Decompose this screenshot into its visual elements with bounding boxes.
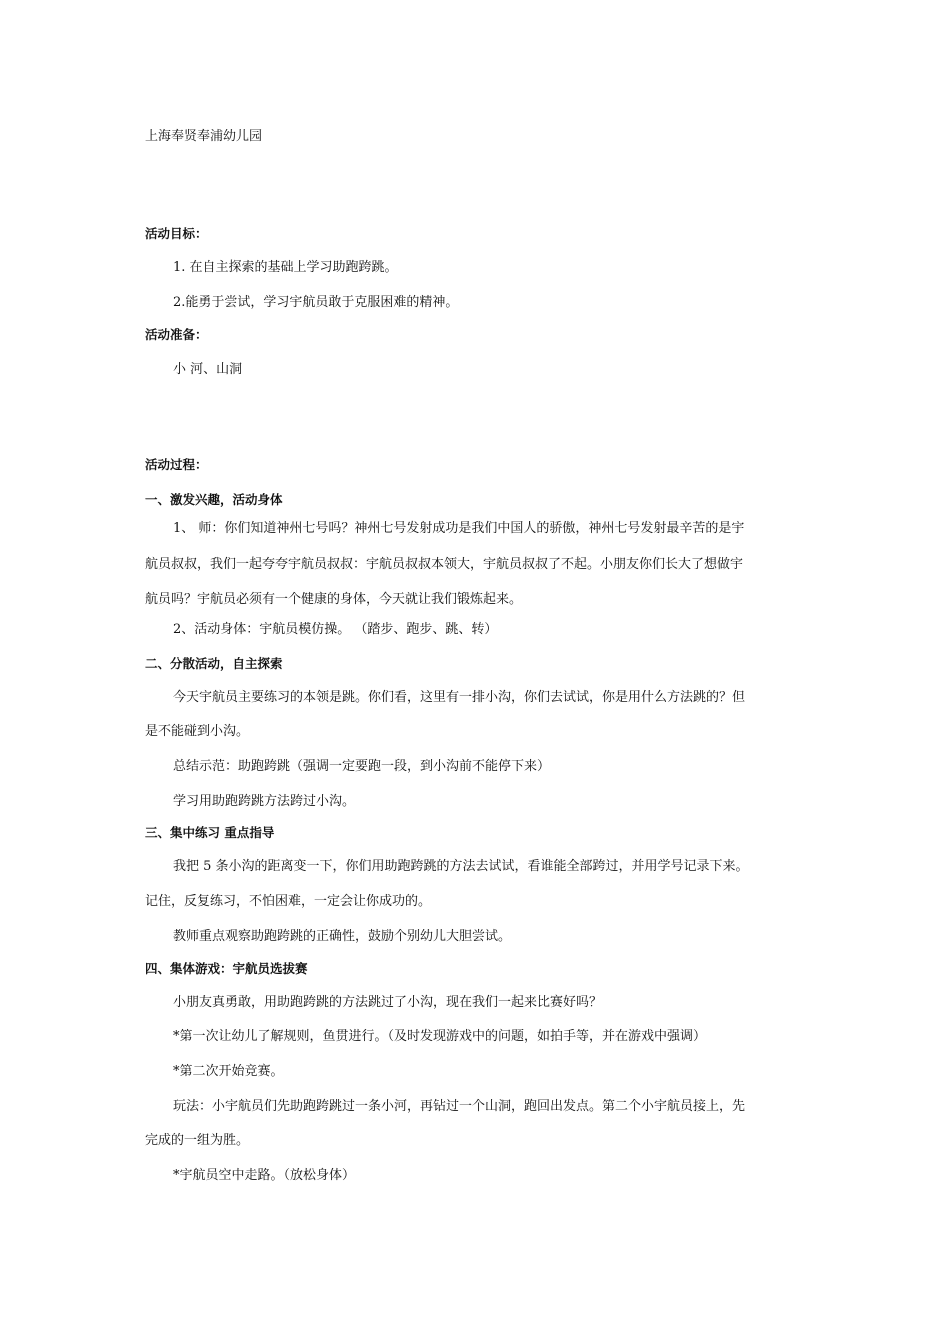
goals-heading: 活动目标： — [145, 226, 208, 241]
section1-item-2: 2、活动身体：宇航员模仿操。 （踏步、跑步、跳、转） — [173, 622, 498, 637]
section4-intro: 小朋友真勇敢，用助跑跨跳的方法跳过了小沟，现在我们一起来比赛好吗？ — [173, 995, 603, 1010]
section4-title: 四、集体游戏：宇航员选拔赛 — [145, 961, 308, 976]
section2-paragraph-cont: 是不能碰到小沟。 — [145, 724, 250, 739]
process-heading: 活动过程： — [145, 457, 208, 472]
section1-paragraph: 1、 师：你们知道神州七号吗？神州七号发射成功是我们中国人的骄傲，神州七号发射最辛苦的是宇 — [173, 521, 745, 536]
section3-paragraph-cont: 记住，反复练习，不怕困难，一定会让你成功的。 — [145, 894, 432, 909]
section1-paragraph-cont: 航员叔叔，我们一起夸夸宇航员叔叔：宇航员叔叔本领大，宇航员叔叔了不起。小朋友你们长大了想做宇 — [145, 557, 744, 572]
prep-items: 小 河、山洞 — [173, 362, 243, 377]
section4-round-2: *第二次开始竞赛。 — [173, 1064, 284, 1079]
section1-paragraph-cont: 航员吗？宇航员必须有一个健康的身体，今天就让我们锻炼起来。 — [145, 592, 523, 607]
section2-summary: 总结示范：助跑跨跳（强调一定要跑一段，到小沟前不能停下来） — [173, 759, 551, 774]
section3-title: 三、集中练习 重点指导 — [145, 825, 275, 840]
section3-paragraph: 我把 5 条小沟的距离变一下，你们用助跑跨跳的方法去试试，看谁能全部跨过，并用学号记录下来。 — [173, 859, 749, 874]
section2-practice: 学习用助跑跨跳方法跨过小沟。 — [173, 794, 356, 809]
section4-rules-cont: 完成的一组为胜。 — [145, 1133, 250, 1148]
section4-relax: *宇航员空中走路。（放松身体） — [173, 1168, 356, 1183]
prep-heading: 活动准备： — [145, 327, 208, 342]
section4-round-1: *第一次让幼儿了解规则，鱼贯进行。（及时发现游戏中的问题，如拍手等，并在游戏中强调） — [173, 1029, 707, 1044]
goal-item-2: 2.能勇于尝试，学习宇航员敢于克服困难的精神。 — [173, 295, 459, 310]
section1-title: 一、激发兴趣，活动身体 — [145, 492, 283, 507]
section3-observation: 教师重点观察助跑跨跳的正确性，鼓励个别幼儿大胆尝试。 — [173, 929, 512, 944]
section2-paragraph: 今天宇航员主要练习的本领是跳。你们看，这里有一排小沟，你们去试试，你是用什么方法跳的？但 — [173, 690, 746, 705]
section2-title: 二、分散活动，自主探索 — [145, 656, 283, 671]
school-name: 上海奉贤奉浦幼儿园 — [145, 129, 263, 144]
section4-rules: 玩法：小宇航员们先助跑跨跳过一条小河，再钻过一个山洞，跑回出发点。第二个小宇航员接上，先 — [173, 1099, 746, 1114]
goal-item-1: 1. 在自主探索的基础上学习助跑跨跳。 — [173, 260, 398, 275]
